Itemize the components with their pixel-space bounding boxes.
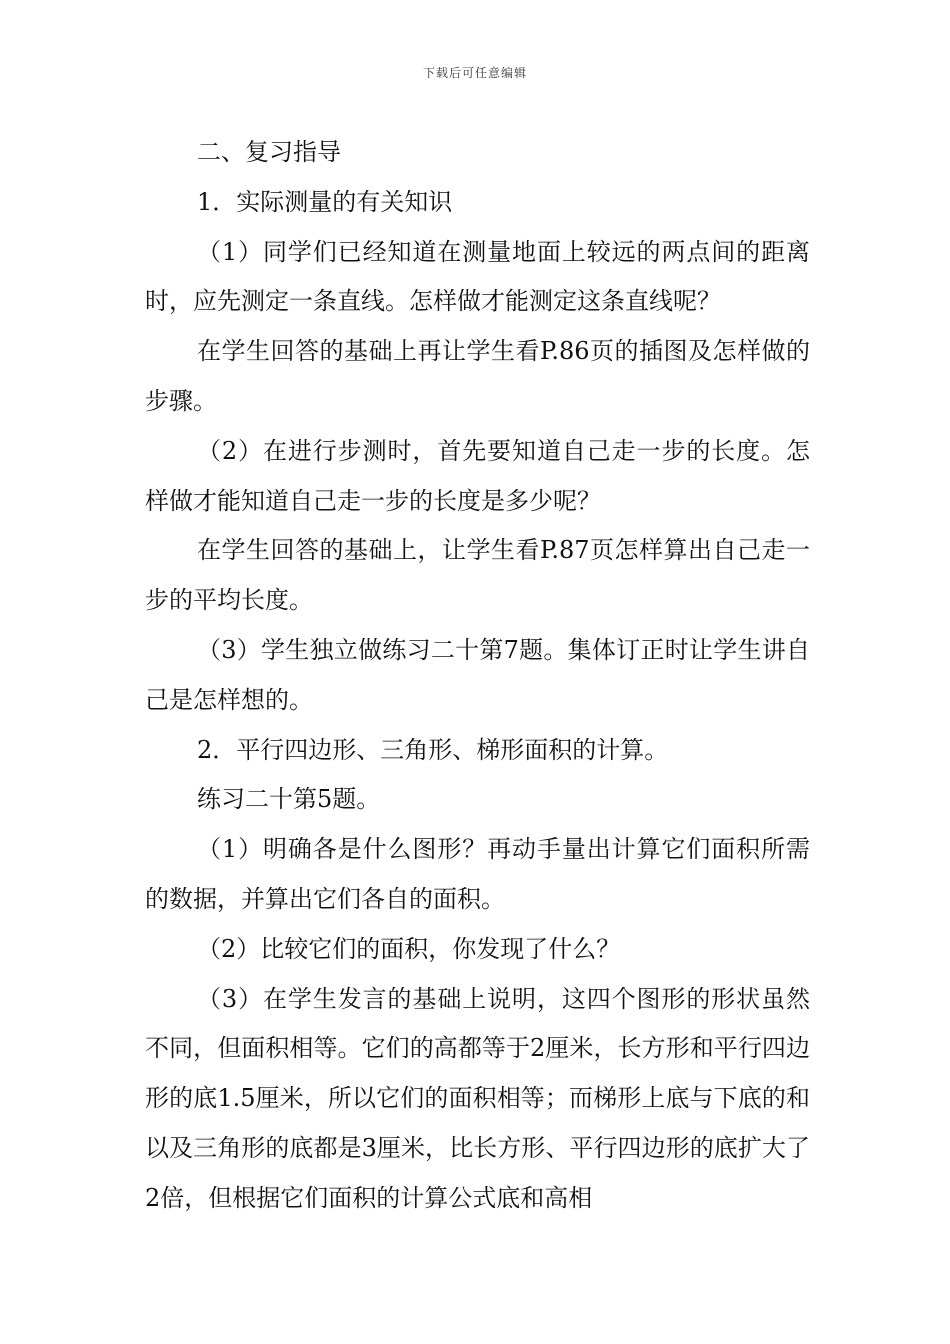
paragraph-exercise-5: 练习二十第5题。 (197, 785, 381, 814)
section-heading-review-guide: 二、复习指导 (197, 138, 341, 166)
paragraph-item-1-identify-shapes: （1）明确各是什么图形？再动手量出计算它们面积所需的数据，并算出它们各自的面积。 (145, 835, 810, 913)
page-header-watermark: 下载后可任意编辑 (422, 66, 527, 80)
subsection-heading-area-calculation: 2．平行四边形、三角形、梯形面积的计算。 (197, 735, 669, 764)
paragraph-item-1-straight-line: （1）同学们已经知道在测量地面上较远的两点间的距离时，应先测定一条直线。怎样做才能测定这条直线呢？ (145, 237, 810, 316)
subsection-heading-measurement: 1．实际测量的有关知识 (197, 187, 453, 216)
paragraph-item-3-explanation: （3）在学生发言的基础上说明，这四个图形的形状虽然不同，但面积相等。它们的高都等于2厘米，长方形和平行四边形的底1.5厘米，所以它们的面积相等；而梯形上底与下底的和以及三角形的底都是3厘米，比长方形、平行四边形的底扩大了2倍，但根据它们面积的计算公式底和高相 (145, 984, 810, 1212)
paragraph-item-2-step-length: （2）在进行步测时，首先要知道自己走一步的长度。怎样做才能知道自己走一步的长度是多少呢？ (145, 436, 810, 515)
paragraph-item-2-compare-areas: （2）比较它们的面积，你发现了什么？ (197, 934, 621, 963)
paragraph-student-answer-p86: 在学生回答的基础上再让学生看P.86页的插图及怎样做的步骤。 (145, 337, 810, 415)
paragraph-student-answer-p87: 在学生回答的基础上，让学生看P.87页怎样算出自己走一步的平均长度。 (145, 536, 810, 615)
document-body (145, 128, 810, 1224)
paragraph-item-3-exercise-7: （3）学生独立做练习二十第7题。集体订正时让学生讲自己是怎样想的。 (145, 635, 810, 714)
